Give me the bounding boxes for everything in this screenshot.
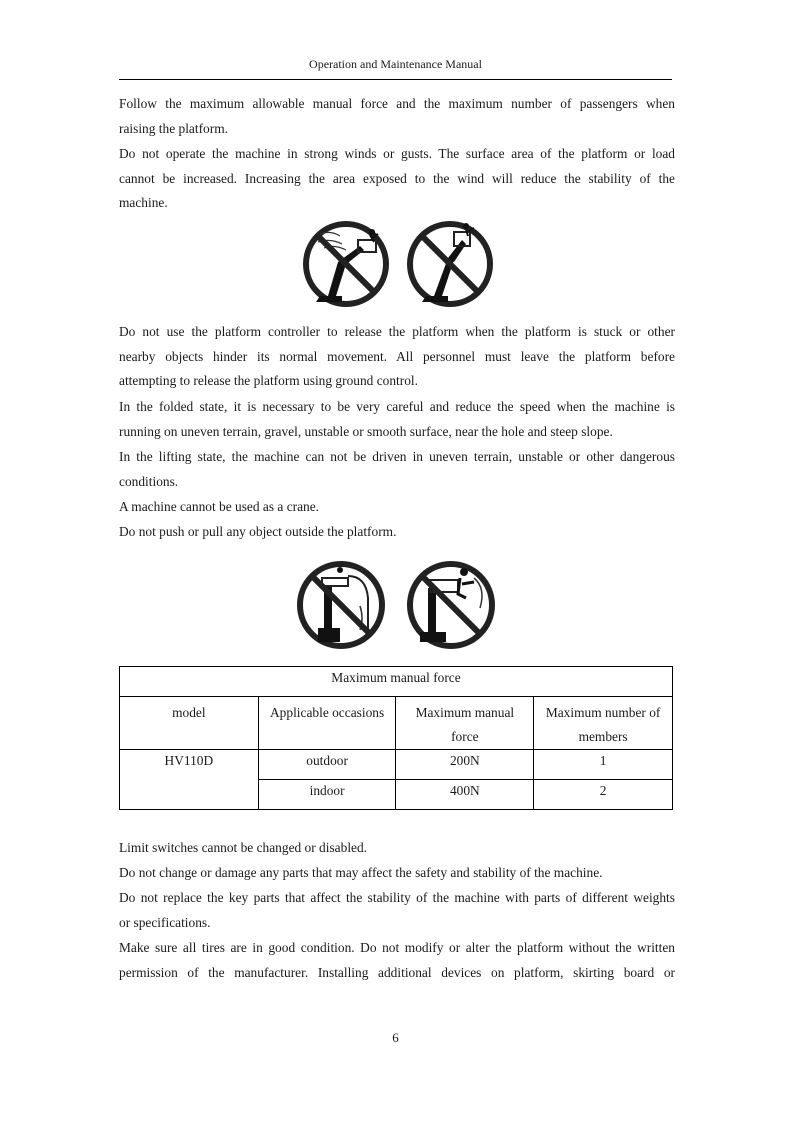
- text-line: In the lifting state, the machine can not be driven in uneven terrain, unstable or other dangerous: [119, 449, 675, 464]
- no-wind-operation-icon: [306, 224, 386, 304]
- table-cell: indoor: [258, 780, 396, 810]
- table-header-cell: Maximum manual force: [396, 697, 534, 750]
- text-line: Do not change or damage any parts that may affect the safety and stability of the machine.: [119, 865, 603, 880]
- text-line: attempting to release the platform using ground control.: [119, 373, 418, 389]
- paragraph-tires: [119, 936, 675, 985]
- text-line: Make sure all tires are in good condition. Do not modify or alter the platform without the written: [119, 940, 675, 955]
- table-cell: 1: [534, 750, 673, 780]
- table-header-cell: Maximum number of members: [534, 697, 673, 750]
- paragraph-key-parts: [119, 886, 675, 935]
- text-line: raising the platform.: [119, 120, 228, 136]
- paragraph-no-damage: [119, 861, 675, 886]
- text-line: machine.: [119, 195, 168, 211]
- text-line: Do not use the platform controller to release the platform when the platform is stuck or other: [119, 324, 675, 339]
- page-number: 6: [392, 1030, 399, 1045]
- text-line: Follow the maximum allowable manual force and the maximum number of passengers when: [119, 96, 675, 111]
- table-header-cell: model: [120, 697, 259, 750]
- text-line: Do not push or pull any object outside the platform.: [119, 524, 397, 539]
- text-line: or specifications.: [119, 914, 211, 930]
- paragraph-stuck-platform: [119, 320, 675, 394]
- no-overreach-operation-icon: [410, 223, 490, 304]
- no-push-pull-icon: [410, 564, 492, 646]
- header-rule: [119, 79, 672, 80]
- text-line: conditions.: [119, 473, 179, 489]
- text-line: A machine cannot be used as a crane.: [119, 499, 320, 514]
- paragraph-limit-switches: [119, 836, 675, 861]
- table-header-cell: Applicable occasions: [258, 697, 396, 750]
- manual-force-table: [119, 666, 673, 810]
- table-cell: 2: [534, 780, 673, 810]
- no-crane-use-icon: [300, 564, 382, 646]
- prohibition-icons-row-1: [300, 218, 496, 310]
- text-line: cannot be increased. Increasing the area exposed to the wind will reduce the stability of the: [119, 170, 675, 186]
- text-line: Do not operate the machine in strong winds or gusts. The surface area of the platform or load: [119, 146, 675, 161]
- text-line: In the folded state, it is necessary to be very careful and reduce the speed when the machine is: [119, 399, 675, 414]
- table-cell: 200N: [396, 750, 534, 780]
- paragraph-wind: [119, 142, 675, 216]
- text-line: Limit switches cannot be changed or disabled.: [119, 840, 368, 855]
- text-line: running on uneven terrain, gravel, unstable or smooth surface, near the hole and steep slope.: [119, 423, 613, 439]
- paragraph-folded-state: [119, 395, 675, 444]
- table-row: [120, 750, 673, 780]
- text-line: nearby objects hinder its normal movement. All personnel must leave the platform before: [119, 348, 675, 364]
- text-line: Do not replace the key parts that affect the stability of the machine with parts of different weights: [119, 890, 675, 905]
- paragraph-push-pull: [119, 520, 675, 545]
- running-header: Operation and Maintenance Manual: [309, 57, 482, 71]
- table-cell: 400N: [396, 780, 534, 810]
- paragraph-manual-force: [119, 92, 675, 141]
- prohibition-icons-row-2: [294, 558, 500, 652]
- table-caption: Maximum manual force: [120, 667, 673, 697]
- paragraph-lifting-state: [119, 445, 675, 494]
- table-cell: outdoor: [258, 750, 396, 780]
- text-line: permission of the manufacturer. Installing additional devices on platform, skirting board or: [119, 964, 675, 980]
- table-cell-model: HV110D: [120, 750, 259, 810]
- paragraph-crane: [119, 495, 675, 520]
